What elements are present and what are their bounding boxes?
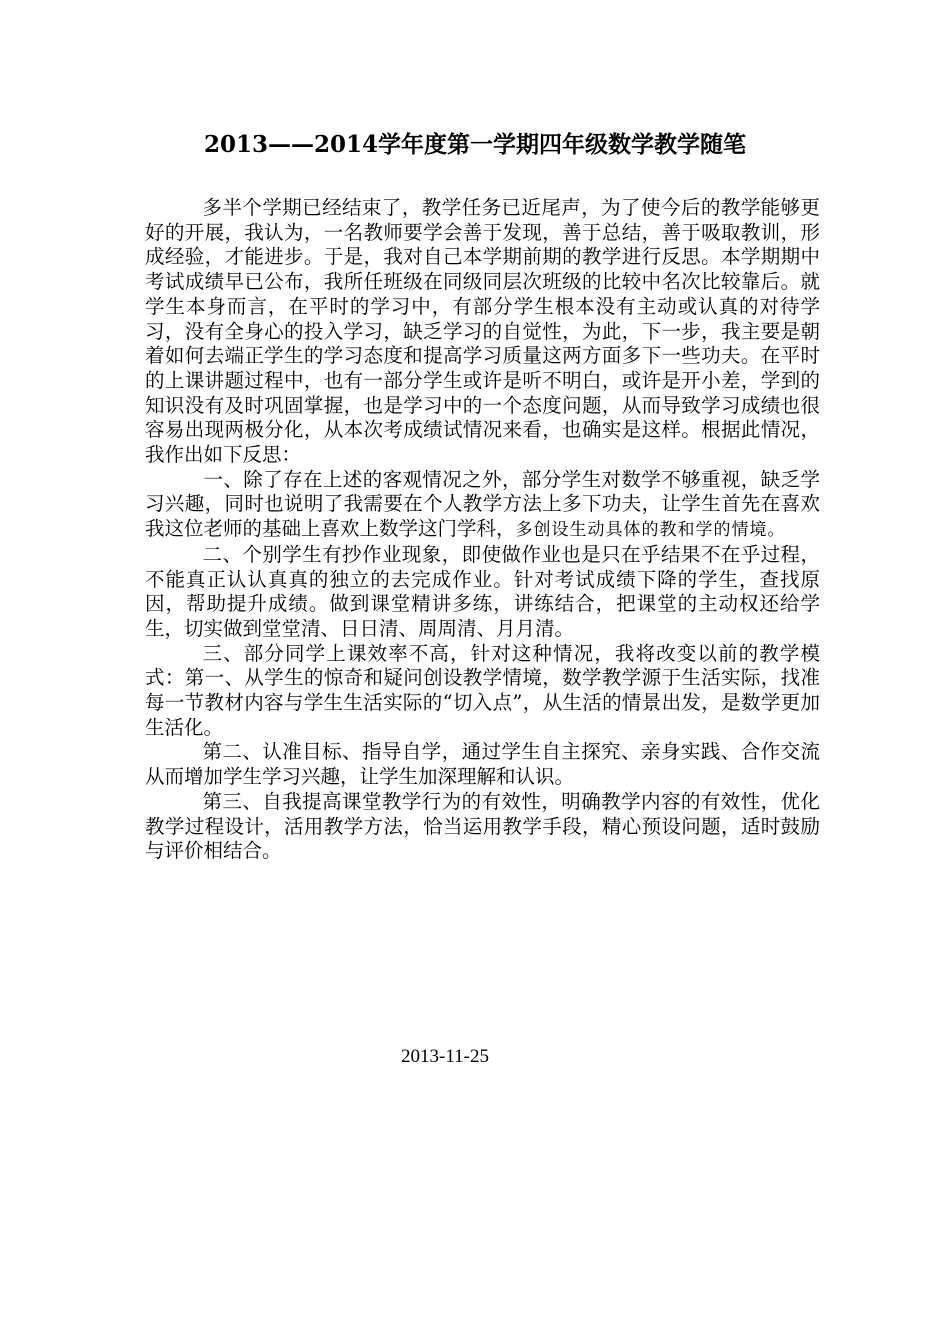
document-date: 2013-11-25 (401, 1046, 489, 1067)
paragraph-reflection-1-tail: 多创设生动具体的教和学的情境。 (515, 520, 786, 541)
paragraph-reflection-1 (145, 468, 820, 543)
paragraph-intro: 多半个学期已经结束了，教学任务已近尾声，为了使今后的教学能够更好的开展，我认为，一名教师要学会善于发现，善于总结，善于吸取教训，形成经验，才能进步。于是，我对自己本学期前期的教学进行反思。本学期期中考试成绩早已公布，我所任班级在同级同层次班级的比较中名次比较靠后。就学生本身而言，在平时的学习中，有部分学生根本没有主动或认真的对待学习，没有全身心的投入学习，缺乏学习的自觉性，为此，下一步，我主要是朝着如何去端正学生的学习态度和提高学习质量这两方面多下一些功夫。在平时的上课讲题过程中，也有一部分学生或许是听不明白，或许是开小差，学到的知识没有及时巩固掌握，也是学习中的一个态度问题，从而导致学习成绩也很容易出现两极分化，从本次考成绩试情况来看，也确实是这样。根据此情况，我作出如下反思： (145, 196, 820, 467)
paragraph-step-2: 第二、认准目标、指导自学，通过学生自主探究、亲身实践、合作交流从而增加学生学习兴趣，让学生加深理解和认识。 (145, 740, 820, 789)
paragraph-reflection-2: 二、个别学生有抄作业现象，即使做作业也是只在乎结果不在乎过程，不能真正认认真真的独立的去完成作业。针对考试成绩下降的学生，查找原因，帮助提升成绩。做到课堂精讲多练，讲练结合，把课堂的主动权还给学生，切实做到堂堂清、日日清、周周清、月月清。 (145, 542, 820, 640)
paragraph-reflection-1-text: 一、除了存在上述的客观情况之外，部分学生对数学不够重视，缺乏学习兴趣，同时也说明了我需要在个人教学方法上多下功夫，让学生首先在喜欢我这位老师的基础上喜欢上数学这门学科， (145, 467, 820, 541)
paragraph-step-3: 第三、自我提高课堂教学行为的有效性，明确教学内容的有效性，优化教学过程设计，活用教学方法，恰当运用教学手段，精心预设问题，适时鼓励与评价相结合。 (145, 789, 820, 863)
document-body (145, 196, 820, 864)
paragraph-reflection-3: 三、部分同学上课效率不高，针对这种情况，我将改变以前的教学模式：第一、从学生的惊奇和疑问创设教学情境，数学教学源于生活实际，找准每一节教材内容与学生生活实际的“切入点”，从生活的情景出发，是数学更加生活化。 (145, 641, 820, 739)
page-title: 2013——2014学年度第一学期四年级数学教学随笔 (203, 131, 747, 158)
